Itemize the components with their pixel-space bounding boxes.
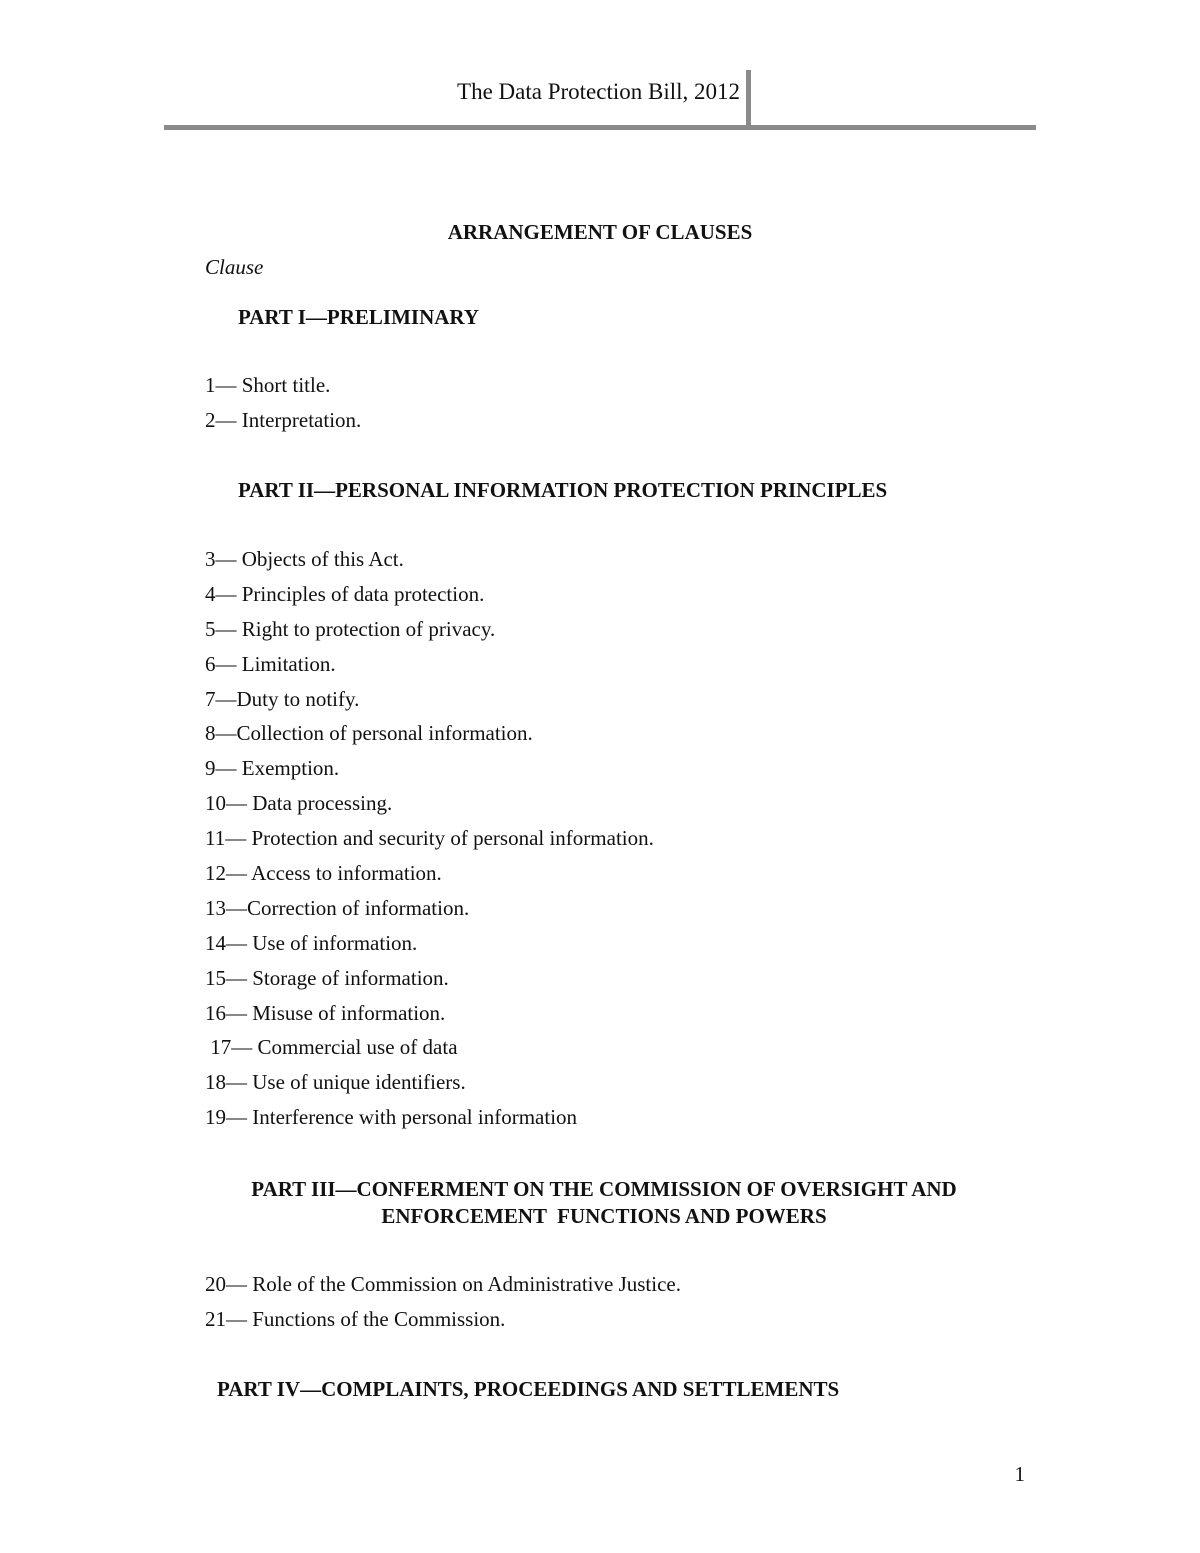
clause-item: 17— Commercial use of data bbox=[205, 1035, 458, 1060]
clause-item: 4— Principles of data protection. bbox=[205, 581, 485, 606]
part-3-heading-line-1: PART III—CONFERMENT ON THE COMMISSION OF OVERSIGHT AND bbox=[251, 1177, 957, 1201]
clause-item: 15— Storage of information. bbox=[205, 965, 449, 990]
clause-item: 13—Correction of information. bbox=[205, 895, 470, 920]
page-number: 1 bbox=[1014, 1462, 1025, 1486]
clause-item: 12— Access to information. bbox=[205, 861, 442, 886]
clause-item: 16— Misuse of information. bbox=[205, 1000, 446, 1025]
clause-item: 21— Functions of the Commission. bbox=[205, 1306, 506, 1331]
part-3-clause-list bbox=[205, 1271, 681, 1341]
part-2-clause-list bbox=[205, 546, 654, 1139]
arrangement-heading: ARRANGEMENT OF CLAUSES bbox=[447, 220, 753, 244]
part-1-heading: PART I—PRELIMINARY bbox=[238, 305, 480, 329]
clause-item: 14— Use of information. bbox=[205, 930, 418, 955]
part-2-heading: PART II—PERSONAL INFORMATION PROTECTION PRINCIPLES bbox=[238, 478, 888, 502]
clause-item: 10— Data processing. bbox=[205, 791, 393, 816]
clause-item: 7—Duty to notify. bbox=[205, 686, 360, 711]
clause-item: 19— Interference with personal information bbox=[205, 1105, 578, 1130]
clause-item: 9— Exemption. bbox=[205, 756, 340, 781]
clause-item: 2— Interpretation. bbox=[205, 407, 362, 432]
part-3-heading bbox=[200, 1176, 1008, 1230]
clause-column-label: Clause bbox=[205, 255, 264, 279]
running-header-title: The Data Protection Bill, 2012 bbox=[457, 79, 740, 104]
header-rule bbox=[164, 125, 1036, 130]
part-1-clause-list bbox=[205, 372, 361, 442]
clause-item: 3— Objects of this Act. bbox=[205, 547, 404, 571]
clause-item: 20— Role of the Commission on Administrative Justice. bbox=[205, 1272, 681, 1296]
part-4-heading: PART IV—COMPLAINTS, PROCEEDINGS AND SETTLEMENTS bbox=[217, 1377, 840, 1401]
part-3-heading-line-2: ENFORCEMENT FUNCTIONS AND POWERS bbox=[381, 1204, 827, 1228]
clause-item: 6— Limitation. bbox=[205, 651, 336, 676]
clause-item: 18— Use of unique identifiers. bbox=[205, 1070, 466, 1095]
header-rule-tick bbox=[746, 70, 751, 130]
clause-item: 8—Collection of personal information. bbox=[205, 721, 533, 746]
clause-item: 5— Right to protection of privacy. bbox=[205, 616, 496, 641]
clause-item: 11— Protection and security of personal information. bbox=[205, 826, 654, 851]
clause-item: 1— Short title. bbox=[205, 373, 331, 397]
